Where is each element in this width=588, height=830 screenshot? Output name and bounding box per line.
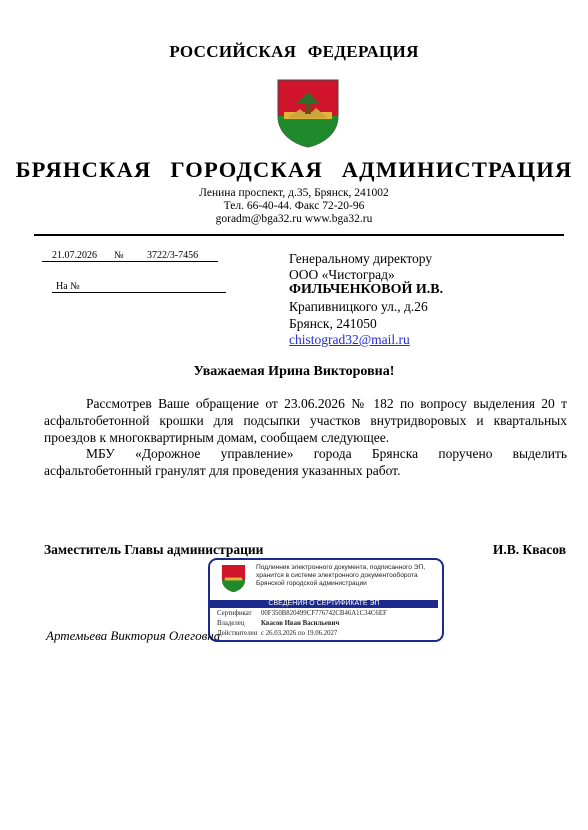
body-paragraph-1: Рассмотрев Ваше обращение от 23.06.2026 № 182 по вопросу выделения 20 т асфальтобетонной крошки для подсыпки участков внутридворовых и квартальных проездов к многоквартирным домам, сообщаем следующее. (44, 396, 567, 445)
validity-label: Действителен (217, 630, 258, 637)
e-signature-stamp (208, 558, 444, 642)
org-contacts: goradm@bga32.ru www.bga32.ru (215, 213, 373, 225)
organization-title: БРЯНСКАЯ ГОРОДСКАЯ АДМИНИСТРАЦИЯ (15, 157, 573, 182)
reply-to-underline (52, 292, 226, 293)
header-divider (34, 234, 564, 236)
recipient-position: Генеральному директору (289, 251, 433, 266)
country-title: РОССИЙСКАЯ ФЕДЕРАЦИЯ (169, 42, 419, 61)
e-signature-heading: СВЕДЕНИЯ О СЕРТИФИКАТЕ ЭП (210, 600, 438, 608)
executor-name: Артемьева Виктория Олеговна (46, 628, 221, 643)
certificate-row (217, 610, 387, 618)
validity-row (217, 630, 337, 638)
registration-number: 3722/3-7456 (147, 250, 199, 261)
validity-value: с 26.03.2026 по 19.06.2027 (261, 630, 338, 637)
recipient-company: ООО «Чистоград» (289, 267, 395, 282)
registration-underline (42, 261, 218, 262)
owner-row (217, 620, 339, 628)
e-signature-notice: Подлинник электронного документа, подписанного ЭП, хранится в системе электронного документооборота Брянской городской администрации (256, 564, 426, 587)
registration-number-sign: № (114, 250, 124, 261)
signature-title: Заместитель Главы администрации (44, 542, 264, 557)
stamp-coat-of-arms-icon (219, 564, 248, 593)
owner-label: Владелец (217, 620, 245, 627)
org-address: Ленина проспект, д.35, Брянск, 241002 (199, 187, 389, 199)
greeting: Уважаемая Ирина Викторовна! (193, 364, 395, 379)
recipient-email-link[interactable]: chistograd32@mail.ru (289, 332, 410, 347)
signature-name: И.В. Квасов (492, 542, 566, 557)
recipient-street: Крапивницкого ул., д.26 (289, 299, 428, 314)
certificate-label: Сертификат (217, 610, 252, 617)
recipient-name: ФИЛЬЧЕНКОВОЙ И.В. (289, 282, 444, 297)
certificate-value: 00F350B820499CF776742CB46A1C34C6EF (261, 610, 387, 617)
body-paragraph-2: МБУ «Дорожное управление» города Брянска поручено выделить асфальтобетонный гранулят для проведения указанных работ. (44, 446, 567, 478)
org-phone: Тел. 66-40-44. Факс 72-20-96 (223, 200, 365, 212)
recipient-city: Брянск, 241050 (289, 316, 377, 331)
coat-of-arms-icon (274, 78, 342, 148)
registration-date: 21.07.2026 (52, 250, 97, 261)
reply-to-label: На № (56, 281, 80, 292)
owner-value: Квасов Иван Васильевич (261, 620, 340, 627)
